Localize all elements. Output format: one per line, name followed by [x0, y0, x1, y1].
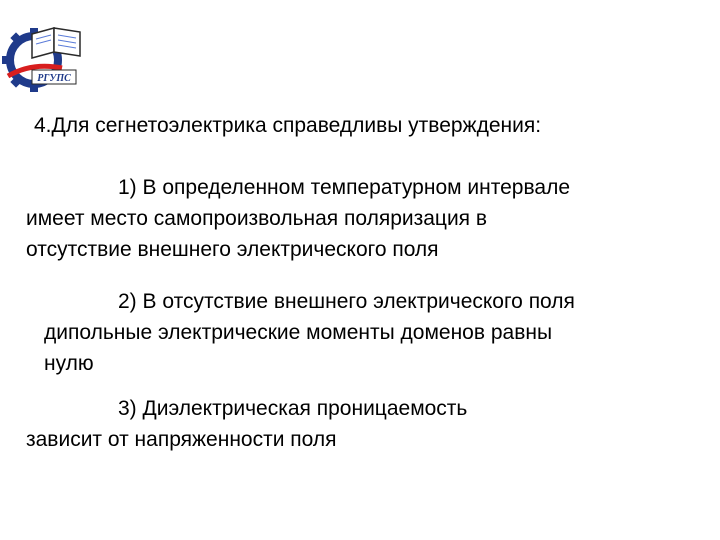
statement-line: дипольные электрические моменты доменов равны: [44, 321, 553, 344]
statement-line: нулю: [44, 352, 94, 375]
statement-2: [44, 286, 704, 379]
logo-emblem-icon: [2, 22, 84, 102]
statement-line: зависит от напряженности поля: [26, 428, 337, 451]
statement-1: [26, 172, 706, 265]
statement-line: 3) Диэлектрическая проницаемость: [118, 397, 468, 420]
statement-line: 2) В отсутствие внешнего электрического поля: [118, 290, 575, 313]
statement-line: отсутствие внешнего электрического поля: [26, 238, 439, 261]
logo-text: РГУПС: [37, 73, 71, 84]
statement-line: имеет место самопроизвольная поляризация в: [26, 207, 488, 230]
statement-3: [26, 393, 706, 455]
statement-line: 1) В определенном температурном интервале: [118, 176, 571, 199]
university-logo: [2, 22, 84, 102]
question-title: 4.Для сегнетоэлектрика справедливы утверждения:: [34, 114, 542, 137]
